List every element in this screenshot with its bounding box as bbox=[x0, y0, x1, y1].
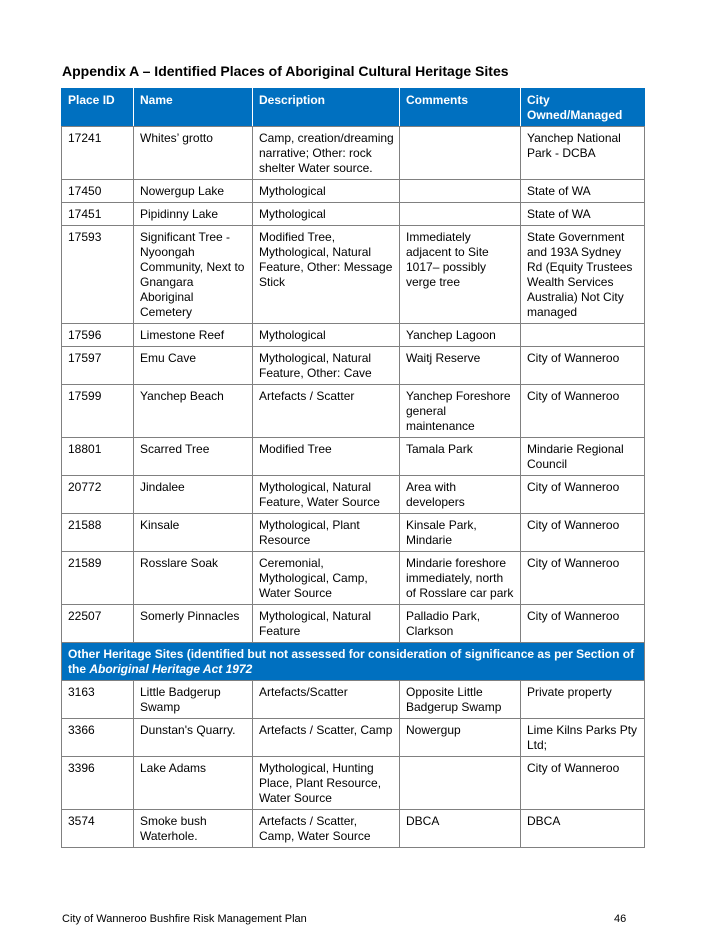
table-body bbox=[62, 127, 645, 643]
cell-comments: Waitj Reserve bbox=[400, 347, 521, 385]
cell-place-id: 17597 bbox=[62, 347, 134, 385]
cell-place-id: 17451 bbox=[62, 203, 134, 226]
cell-description: Mythological, Plant Resource bbox=[253, 514, 400, 552]
table-row bbox=[62, 605, 645, 643]
cell-managed: City of Wanneroo bbox=[521, 605, 645, 643]
cell-comments: DBCA bbox=[400, 810, 521, 848]
cell-description: Mythological, Natural Feature, Water Source bbox=[253, 476, 400, 514]
cell-description: Ceremonial, Mythological, Camp, Water Source bbox=[253, 552, 400, 605]
cell-description: Camp, creation/dreaming narrative; Other: rock shelter Water source. bbox=[253, 127, 400, 180]
cell-place-id: 18801 bbox=[62, 438, 134, 476]
footer-document-title: City of Wanneroo Bushfire Risk Management Plan bbox=[62, 913, 307, 925]
cell-name: Limestone Reef bbox=[134, 324, 253, 347]
aboriginal-heritage-act-title: Aboriginal Heritage Act 1972 bbox=[89, 662, 253, 676]
cell-comments: Opposite Little Badgerup Swamp bbox=[400, 681, 521, 719]
cell-managed: City of Wanneroo bbox=[521, 757, 645, 810]
cell-comments: Immediately adjacent to Site 1017– possibly verge tree bbox=[400, 226, 521, 324]
cell-name: Scarred Tree bbox=[134, 438, 253, 476]
cell-managed: Lime Kilns Parks Pty Ltd; bbox=[521, 719, 645, 757]
cell-description: Artefacts/Scatter bbox=[253, 681, 400, 719]
cell-description: Artefacts / Scatter bbox=[253, 385, 400, 438]
cell-comments: Palladio Park, Clarkson bbox=[400, 605, 521, 643]
cell-comments bbox=[400, 203, 521, 226]
cell-place-id: 20772 bbox=[62, 476, 134, 514]
cell-place-id: 21589 bbox=[62, 552, 134, 605]
cell-description: Modified Tree, Mythological, Natural Feature, Other: Message Stick bbox=[253, 226, 400, 324]
cell-comments: Yanchep Foreshore general maintenance bbox=[400, 385, 521, 438]
table-row bbox=[62, 681, 645, 719]
cell-place-id: 3396 bbox=[62, 757, 134, 810]
cell-description: Mythological bbox=[253, 203, 400, 226]
cell-managed: Private property bbox=[521, 681, 645, 719]
cell-place-id: 3574 bbox=[62, 810, 134, 848]
cell-comments bbox=[400, 757, 521, 810]
table-row bbox=[62, 226, 645, 324]
column-header-name: Name bbox=[134, 89, 253, 127]
cell-place-id: 17241 bbox=[62, 127, 134, 180]
table-row bbox=[62, 180, 645, 203]
table-row bbox=[62, 127, 645, 180]
cell-place-id: 17599 bbox=[62, 385, 134, 438]
cell-comments: Kinsale Park, Mindarie bbox=[400, 514, 521, 552]
cell-comments: Area with developers bbox=[400, 476, 521, 514]
table-row bbox=[62, 385, 645, 438]
cell-name: Yanchep Beach bbox=[134, 385, 253, 438]
cell-managed: State of WA bbox=[521, 180, 645, 203]
column-header-managed: City Owned/Managed bbox=[521, 89, 645, 127]
cell-name: Dunstan's Quarry. bbox=[134, 719, 253, 757]
cell-name: Little Badgerup Swamp bbox=[134, 681, 253, 719]
cell-name: Pipidinny Lake bbox=[134, 203, 253, 226]
cell-name: Kinsale bbox=[134, 514, 253, 552]
cell-comments: Nowergup bbox=[400, 719, 521, 757]
cell-name: Rosslare Soak bbox=[134, 552, 253, 605]
table-row bbox=[62, 203, 645, 226]
cell-managed: City of Wanneroo bbox=[521, 514, 645, 552]
cell-managed: City of Wanneroo bbox=[521, 385, 645, 438]
cell-description: Mythological bbox=[253, 180, 400, 203]
table-row bbox=[62, 810, 645, 848]
cell-description: Artefacts / Scatter, Camp bbox=[253, 719, 400, 757]
other-sites-table-body bbox=[62, 681, 645, 848]
cell-name: Lake Adams bbox=[134, 757, 253, 810]
table-header-row bbox=[62, 89, 645, 127]
cell-description: Artefacts / Scatter, Camp, Water Source bbox=[253, 810, 400, 848]
cell-managed: State Government and 193A Sydney Rd (Equity Trustees Wealth Services Australia) Not City managed bbox=[521, 226, 645, 324]
cell-description: Mythological bbox=[253, 324, 400, 347]
cell-name: Emu Cave bbox=[134, 347, 253, 385]
table-row bbox=[62, 719, 645, 757]
cell-name: Jindalee bbox=[134, 476, 253, 514]
cell-name: Nowergup Lake bbox=[134, 180, 253, 203]
cell-place-id: 3163 bbox=[62, 681, 134, 719]
cell-comments bbox=[400, 180, 521, 203]
cell-name: Somerly Pinnacles bbox=[134, 605, 253, 643]
cell-managed: Mindarie Regional Council bbox=[521, 438, 645, 476]
cell-managed: City of Wanneroo bbox=[521, 552, 645, 605]
page-title: Appendix A – Identified Places of Aboriginal Cultural Heritage Sites bbox=[62, 63, 509, 79]
other-heritage-sites-heading bbox=[62, 643, 645, 681]
cell-place-id: 3366 bbox=[62, 719, 134, 757]
cell-managed: City of Wanneroo bbox=[521, 347, 645, 385]
column-header-description: Description bbox=[253, 89, 400, 127]
cell-place-id: 17450 bbox=[62, 180, 134, 203]
cell-managed: DBCA bbox=[521, 810, 645, 848]
cell-place-id: 22507 bbox=[62, 605, 134, 643]
cell-description: Mythological, Natural Feature bbox=[253, 605, 400, 643]
table-row bbox=[62, 757, 645, 810]
cell-managed: State of WA bbox=[521, 203, 645, 226]
column-header-comments: Comments bbox=[400, 89, 521, 127]
cell-description: Mythological, Hunting Place, Plant Resource, Water Source bbox=[253, 757, 400, 810]
cell-comments: Tamala Park bbox=[400, 438, 521, 476]
cell-comments: Yanchep Lagoon bbox=[400, 324, 521, 347]
cell-place-id: 17596 bbox=[62, 324, 134, 347]
cell-managed: Yanchep National Park - DCBA bbox=[521, 127, 645, 180]
table-row bbox=[62, 324, 645, 347]
table-row bbox=[62, 347, 645, 385]
cell-name: Whites’ grotto bbox=[134, 127, 253, 180]
cell-place-id: 21588 bbox=[62, 514, 134, 552]
cell-name: Significant Tree - Nyoongah Community, Next to Gnangara Aboriginal Cemetery bbox=[134, 226, 253, 324]
column-header-place-id: Place ID bbox=[62, 89, 134, 127]
cell-place-id: 17593 bbox=[62, 226, 134, 324]
table-row bbox=[62, 476, 645, 514]
cell-description: Modified Tree bbox=[253, 438, 400, 476]
footer-page-number: 46 bbox=[614, 913, 627, 925]
other-heritage-heading-text: Other Heritage Sites (identified but not assessed for consideration of significance as per Section of the bbox=[68, 647, 635, 676]
cell-managed: City of Wanneroo bbox=[521, 476, 645, 514]
cell-managed bbox=[521, 324, 645, 347]
cell-description: Mythological, Natural Feature, Other: Cave bbox=[253, 347, 400, 385]
table-row bbox=[62, 552, 645, 605]
cell-comments bbox=[400, 127, 521, 180]
cell-comments: Mindarie foreshore immediately, north of Rosslare car park bbox=[400, 552, 521, 605]
table-row bbox=[62, 514, 645, 552]
table-row bbox=[62, 438, 645, 476]
cell-name: Smoke bush Waterhole. bbox=[134, 810, 253, 848]
heritage-sites-table bbox=[61, 88, 645, 848]
